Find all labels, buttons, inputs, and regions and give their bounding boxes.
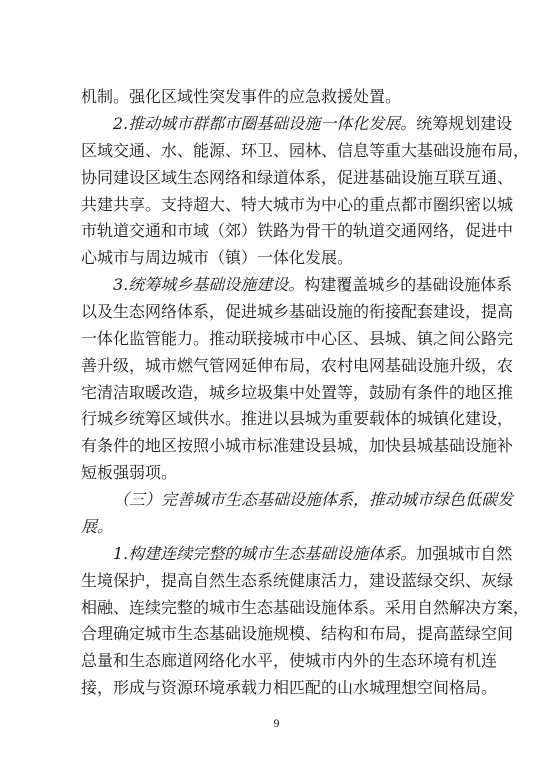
text-line: 协同建设区域生态网络和绿道体系，促进基础设施互联互通、 [81, 167, 514, 187]
text-line [113, 111, 513, 138]
text-line: 机制。强化区域性突发事件的应急救援处置。 [81, 87, 402, 106]
text-line: 市轨道交通和市域（郊）铁路为骨干的轨道交通网络，促进中 [81, 221, 514, 241]
section-heading: 1.构建连续完整的城市生态基础设施体系。 [113, 543, 417, 563]
text-line: 区域交通、水、能源、环卫、园林、信息等重大基础设施布局， [81, 140, 530, 160]
subsection-heading: 展。 [81, 516, 114, 536]
text-run: 统筹规划建设 [416, 113, 513, 133]
text-run: 加强城市自然 [416, 543, 513, 563]
text-line [113, 272, 513, 299]
text-line: 接，形成与资源环境承载力相匹配的山水城理想空间格局。 [81, 678, 498, 698]
section-heading: 3.统筹城乡基础设施建设。 [113, 275, 305, 295]
text-line: 共建共享。支持超大、特大城市为中心的重点都市圈织密以城 [81, 194, 514, 214]
text-line: 相融、连续完整的城市生态基础设施体系。采用自然解决方案， [81, 597, 530, 617]
text-line [113, 541, 513, 568]
section-heading: 2.推动城市群都市圈基础设施一体化发展。 [113, 113, 417, 133]
text-line: 总量和生态廊道网络化水平，使城市内外的生态环境有机连 [81, 651, 498, 671]
page-number: 9 [273, 716, 280, 730]
text-run: 构建覆盖城乡的基础设施体系 [304, 275, 513, 295]
text-line: 合理确定城市生态基础设施规模、结构和布局，提高蓝绿空间 [81, 624, 514, 644]
text-line: 善升级，城市燃气管网延伸布局，农村电网基础设施升级，农 [81, 355, 514, 375]
text-line: 宅清洁取暖改造，城乡垃圾集中处置等，鼓励有条件的地区推 [81, 382, 514, 402]
text-line: 心城市与周边城市（镇）一体化发展。 [81, 248, 354, 268]
text-line: 行城乡统筹区域供水。推进以县城为重要载体的城镇化建设， [81, 409, 514, 429]
subsection-heading: （三）完善城市生态基础设施体系，推动城市绿色低碳发 [113, 490, 514, 509]
text-line: 短板强弱项。 [81, 463, 178, 483]
text-line: 有条件的地区按照小城市标准建设县城，加快县城基础设施补 [81, 436, 514, 456]
text-line: 一体化监管能力。推动联接城市中心区、县城、镇之间公路完 [81, 328, 514, 348]
text-line: 以及生态网络体系，促进城乡基础设施的衔接配套建设，提高 [81, 302, 514, 321]
text-line: 生境保护，提高自然生态系统健康活力，建设蓝绿交织、灰绿 [81, 570, 514, 590]
